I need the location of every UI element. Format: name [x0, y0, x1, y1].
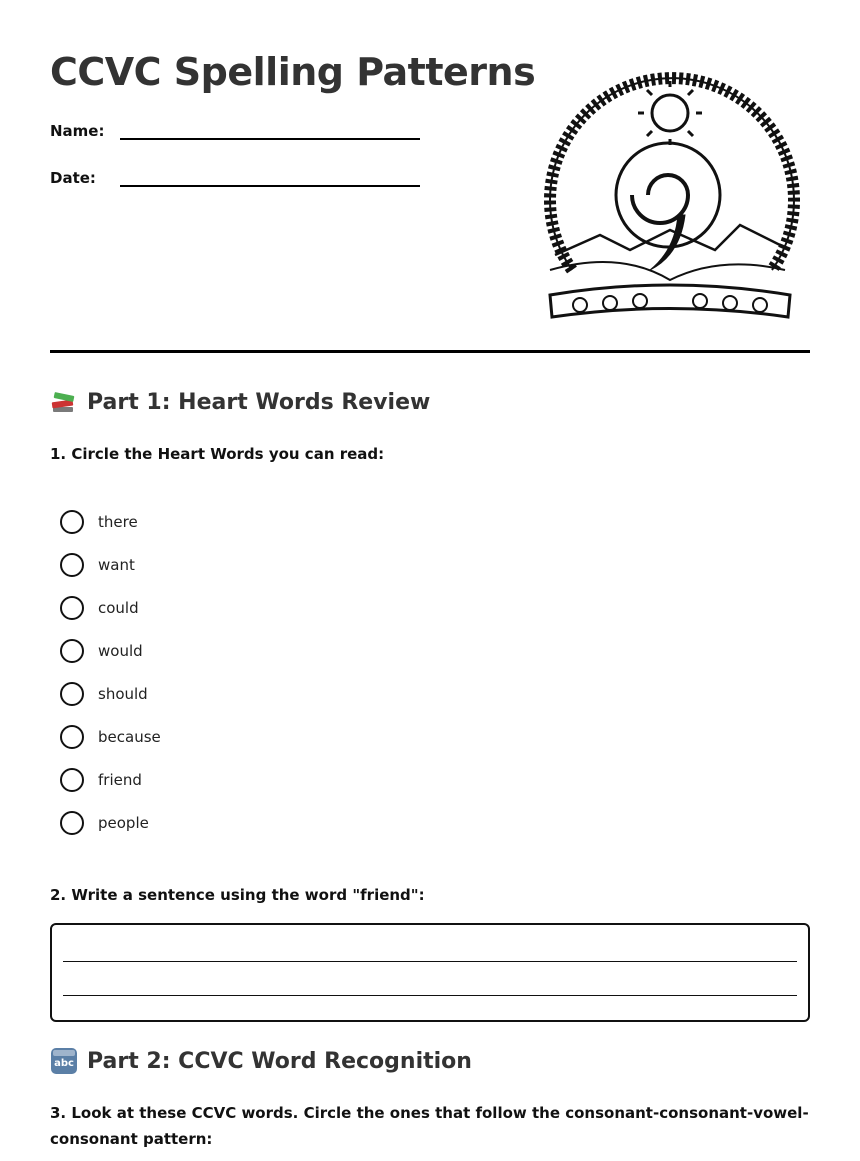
circle-checkbox[interactable]: [60, 596, 84, 620]
date-field: [50, 169, 420, 187]
part1-heading: [50, 388, 430, 416]
question-1: 1. Circle the Heart Words you can read:: [50, 445, 385, 463]
circle-checkbox[interactable]: [60, 639, 84, 663]
part1-title: Part 1: Heart Words Review: [87, 389, 431, 415]
option-should[interactable]: should: [60, 681, 148, 707]
option-there[interactable]: there: [60, 509, 138, 535]
date-label: Date:: [50, 169, 96, 187]
emblem-logo: [540, 55, 800, 325]
option-because[interactable]: because: [60, 724, 161, 750]
answer-line-1: [63, 961, 797, 962]
option-friend[interactable]: friend: [60, 767, 142, 793]
circle-checkbox[interactable]: [60, 553, 84, 577]
question-3: 3. Look at these CCVC words. Circle the ones that follow the consonant-consonant-vowel-consonant pattern:: [50, 1104, 809, 1148]
part2-heading: [50, 1047, 472, 1075]
circle-checkbox[interactable]: [60, 811, 84, 835]
option-want[interactable]: want: [60, 552, 135, 578]
sentence-answer-box[interactable]: [50, 923, 810, 1022]
name-field: [50, 122, 420, 140]
worksheet-title: CCVC Spelling Patterns: [50, 50, 536, 94]
svg-text:abc: abc: [54, 1058, 74, 1069]
option-would[interactable]: would: [60, 638, 143, 664]
circle-checkbox[interactable]: [60, 682, 84, 706]
circle-checkbox[interactable]: [60, 510, 84, 534]
header-divider: [50, 350, 810, 353]
option-people[interactable]: people: [60, 810, 149, 836]
abc-icon: [50, 1047, 78, 1075]
option-could[interactable]: could: [60, 595, 139, 621]
name-label: Name:: [50, 122, 105, 140]
circle-checkbox[interactable]: [60, 725, 84, 749]
date-input-line[interactable]: [120, 169, 420, 187]
part2-title: Part 2: CCVC Word Recognition: [87, 1048, 472, 1074]
books-icon: [50, 388, 78, 416]
name-input-line[interactable]: [120, 122, 420, 140]
answer-line-2: [63, 995, 797, 996]
circle-checkbox[interactable]: [60, 768, 84, 792]
question-2: 2. Write a sentence using the word "friend":: [50, 886, 425, 904]
